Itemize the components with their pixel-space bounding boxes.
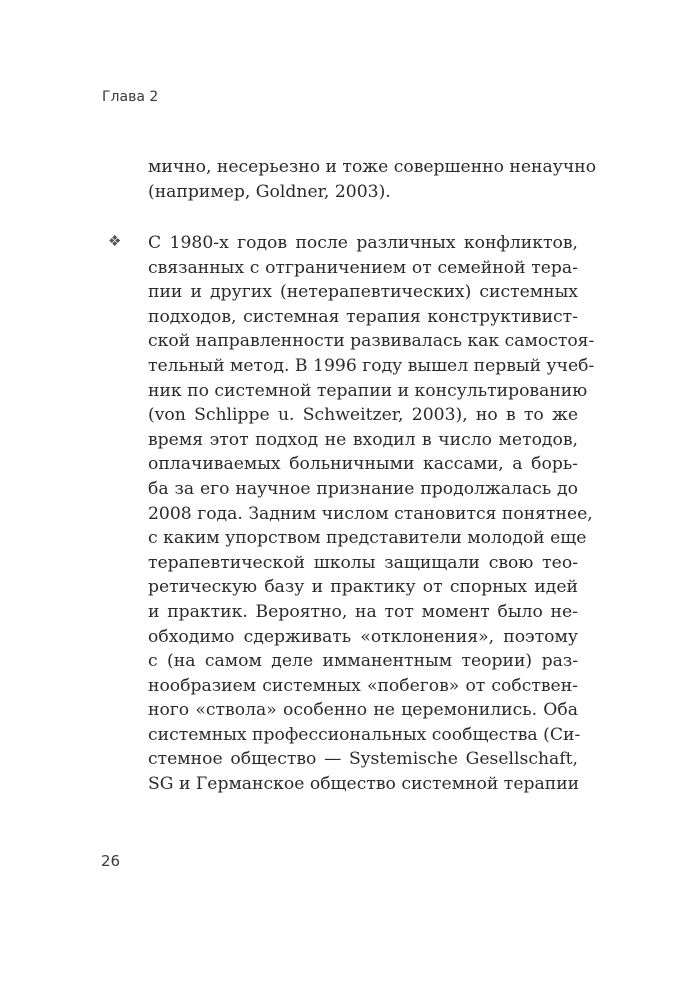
text-line: стемное общество — Systemische Gesellschaft, [148, 749, 578, 770]
text-line: (например, Goldner, 2003). [148, 181, 391, 202]
text-line: терапевтической школы защищали свою тео- [148, 552, 578, 573]
text-line: связанных с отграничением от семейной тера- [148, 257, 578, 278]
text-line: SG и Германское общество системной терапии [148, 774, 580, 795]
text-line: оплачиваемых больничными кассами, а борь- [148, 454, 578, 475]
text-line: обходимо сдерживать «отклонения», поэтому [148, 626, 578, 647]
text-line: пии и других (нетерапевтических) системных [148, 282, 578, 303]
running-header: Глава 2 [102, 89, 159, 105]
text-line: с каким упорством представители молодой еще [148, 528, 587, 549]
text-line: с (на самом деле имманентным теории) раз- [148, 651, 578, 672]
page-number: 26 [101, 852, 121, 870]
text-line: подходов, системная терапия конструктивист- [148, 306, 578, 327]
text-line: нообразием системных «побегов» от собствен- [148, 675, 578, 696]
text-line: системных профессиональных сообщества (Си- [148, 724, 581, 745]
text-line: С 1980-х годов после различных конфликтов, [148, 233, 578, 253]
text-line: тельный метод. В 1996 году вышел первый учеб- [148, 355, 595, 376]
text-line: время этот подход не входил в число методов, [148, 429, 578, 450]
text-line: и практик. Вероятно, на тот момент было не- [148, 601, 578, 622]
text-line: ской направленности развивалась как самостоя- [148, 331, 595, 352]
text-line: ник по системной терапии и консультированию [148, 380, 588, 401]
text-line: 2008 года. Задним числом становится понятнее, [148, 503, 593, 524]
text-line: ба за его научное признание продолжалась до [148, 478, 578, 499]
text-line: ного «ствола» особенно не церемонились. Оба [148, 700, 578, 721]
text-line: мично, несерьезно и тоже совершенно ненаучно [148, 157, 597, 177]
text-line: ретическую базу и практику от спорных идей [148, 577, 578, 598]
text-line: (von Schlippe u. Schweitzer, 2003), но в то же [148, 405, 578, 426]
continuation-paragraph [148, 155, 597, 204]
four-diamond-ornament-icon: ❖ [108, 232, 122, 250]
bullet-paragraph [148, 231, 595, 797]
